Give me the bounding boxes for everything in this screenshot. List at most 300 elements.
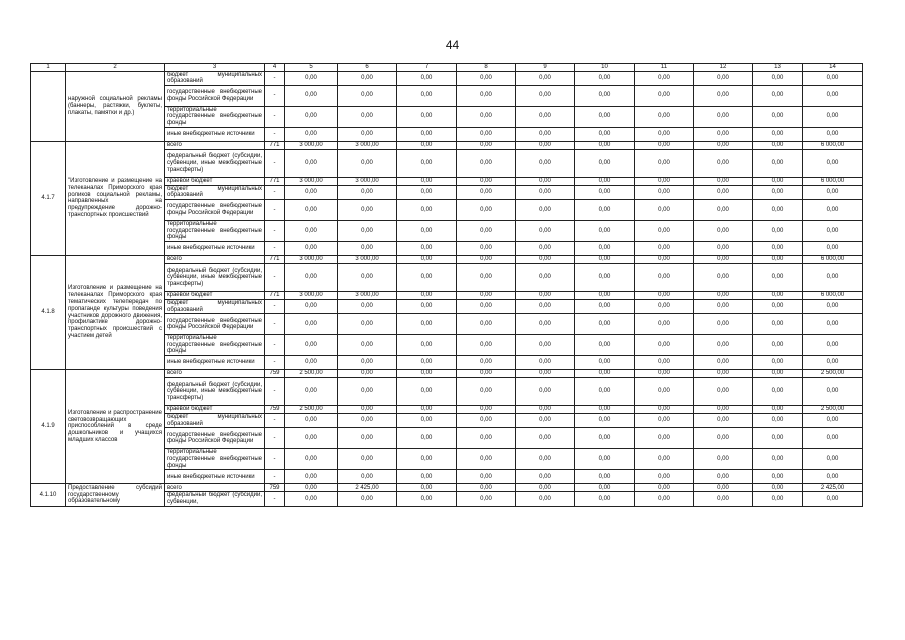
amount-cell: 2 425,00 [803,484,863,492]
amount-cell: 0,00 [457,378,516,406]
amount-cell: 0,00 [803,106,863,127]
amount-cell: 0,00 [694,263,753,291]
amount-cell: 0,00 [516,149,575,177]
amount-cell: 0,00 [694,314,753,335]
funding-source: бюджет муниципальных образований [165,71,265,85]
funding-source: краевой бюджет [165,291,265,299]
amount-cell: 0,00 [803,356,863,370]
amount-cell: 0,00 [338,149,397,177]
amount-cell: 0,00 [285,356,338,370]
amount-cell: 0,00 [753,449,803,470]
amount-cell: 0,00 [694,370,753,378]
amount-cell: 0,00 [635,492,694,506]
amount-cell: 0,00 [635,241,694,255]
amount-cell: 0,00 [575,449,635,470]
amount-cell: 0,00 [635,370,694,378]
amount-cell: 0,00 [457,492,516,506]
amount-cell: 0,00 [575,255,635,263]
amount-cell: 0,00 [575,378,635,406]
funding-source: всего [165,255,265,263]
funding-source: территориальные государственные внебюджетные фонды [165,449,265,470]
amount-cell: 0,00 [694,106,753,127]
amount-cell: 0,00 [457,414,516,428]
item-name: наружной социальной рекламы (баннеры, растяжки, буклеты, плакаты, памятки и др.) [66,71,165,141]
amount-cell: 0,00 [397,220,457,241]
amount-cell: 0,00 [803,314,863,335]
amount-cell: 0,00 [635,149,694,177]
amount-cell: 0,00 [753,141,803,149]
amount-cell: 2 425,00 [338,484,397,492]
amount-cell: 3 000,00 [338,291,397,299]
column-number-12: 12 [694,64,753,72]
amount-cell: 0,00 [803,263,863,291]
amount-cell: 0,00 [516,492,575,506]
amount-cell: 0,00 [397,177,457,185]
amount-cell: 0,00 [803,199,863,220]
amount-cell: 0,00 [575,149,635,177]
amount-cell: 0,00 [694,356,753,370]
column-number-6: 6 [338,64,397,72]
budget-code-cell: - [265,185,285,199]
amount-cell: 0,00 [338,241,397,255]
funding-source: иные внебюджетные источники [165,470,265,484]
amount-cell: 0,00 [397,378,457,406]
budget-code-cell: 771 [265,141,285,149]
amount-cell: 0,00 [457,356,516,370]
amount-cell: 0,00 [694,378,753,406]
amount-cell: 0,00 [694,85,753,106]
amount-cell: 0,00 [803,378,863,406]
amount-cell: 0,00 [753,127,803,141]
amount-cell: 0,00 [338,85,397,106]
amount-cell: 0,00 [803,127,863,141]
amount-cell: 0,00 [397,241,457,255]
amount-cell: 0,00 [457,255,516,263]
amount-cell: 0,00 [753,85,803,106]
amount-cell: 0,00 [397,185,457,199]
amount-cell: 0,00 [516,85,575,106]
amount-cell: 0,00 [753,428,803,449]
amount-cell: 0,00 [285,106,338,127]
funding-source: федеральный бюджет (субсидии, субвенции, иные межбюджетные трансферты) [165,149,265,177]
amount-cell: 0,00 [457,314,516,335]
amount-cell: 0,00 [694,71,753,85]
item-name: Изготовление и размещение на телеканалах Приморского края тематических телепередач по пропаганде культуры поведения участников дорожного движения, профилактике дорожно-транспортных происшествий с участием детей [66,255,165,369]
funding-source: территориальные государственные внебюджетные фонды [165,220,265,241]
amount-cell: 0,00 [753,220,803,241]
amount-cell: 0,00 [457,406,516,414]
budget-code-cell: 759 [265,406,285,414]
amount-cell: 0,00 [753,177,803,185]
amount-cell: 0,00 [338,414,397,428]
amount-cell: 0,00 [457,370,516,378]
amount-cell: 0,00 [516,356,575,370]
amount-cell: 3 000,00 [338,177,397,185]
amount-cell: 0,00 [516,335,575,356]
budget-code-cell: - [265,470,285,484]
amount-cell: 0,00 [803,149,863,177]
amount-cell: 0,00 [397,335,457,356]
amount-cell: 0,00 [516,71,575,85]
amount-cell: 0,00 [694,141,753,149]
budget-code-cell: - [265,356,285,370]
amount-cell: 0,00 [516,141,575,149]
funding-source: бюджет муниципальных образований [165,414,265,428]
amount-cell: 0,00 [803,220,863,241]
amount-cell: 3 000,00 [338,255,397,263]
amount-cell: 0,00 [516,314,575,335]
amount-cell: 0,00 [516,299,575,313]
amount-cell: 0,00 [397,199,457,220]
amount-cell: 0,00 [285,199,338,220]
amount-cell: 0,00 [285,241,338,255]
budget-code-cell: - [265,492,285,506]
amount-cell: 0,00 [338,71,397,85]
amount-cell: 0,00 [694,470,753,484]
amount-cell: 0,00 [635,314,694,335]
amount-cell: 0,00 [575,220,635,241]
amount-cell: 0,00 [338,370,397,378]
column-number-4: 4 [265,64,285,72]
amount-cell: 0,00 [635,106,694,127]
funding-source: иные внебюджетные источники [165,356,265,370]
column-number-8: 8 [457,64,516,72]
budget-code-cell: - [265,71,285,85]
amount-cell: 0,00 [457,428,516,449]
amount-cell: 0,00 [457,85,516,106]
amount-cell: 0,00 [635,414,694,428]
amount-cell: 0,00 [803,449,863,470]
amount-cell: 0,00 [694,220,753,241]
amount-cell: 0,00 [803,428,863,449]
amount-cell: 0,00 [694,492,753,506]
budget-code-cell: 771 [265,255,285,263]
amount-cell: 0,00 [575,428,635,449]
amount-cell: 0,00 [397,85,457,106]
amount-cell: 0,00 [753,370,803,378]
amount-cell: 0,00 [694,299,753,313]
amount-cell: 0,00 [457,177,516,185]
budget-table [30,63,863,507]
amount-cell: 0,00 [753,71,803,85]
amount-cell: 0,00 [516,406,575,414]
amount-cell: 3 000,00 [285,291,338,299]
amount-cell: 0,00 [635,378,694,406]
amount-cell: 0,00 [397,149,457,177]
funding-source: государственные внебюджетные фонды Российской Федерации [165,428,265,449]
budget-code-cell: - [265,149,285,177]
amount-cell: 0,00 [635,484,694,492]
amount-cell: 0,00 [635,406,694,414]
amount-cell: 0,00 [575,299,635,313]
amount-cell: 0,00 [575,314,635,335]
amount-cell: 0,00 [803,185,863,199]
amount-cell: 0,00 [635,141,694,149]
budget-code-cell: - [265,106,285,127]
amount-cell: 0,00 [635,299,694,313]
amount-cell: 0,00 [575,370,635,378]
amount-cell: 2 500,00 [803,370,863,378]
amount-cell: 0,00 [635,199,694,220]
amount-cell: 0,00 [397,414,457,428]
amount-cell: 0,00 [516,414,575,428]
amount-cell: 0,00 [397,141,457,149]
amount-cell: 0,00 [753,314,803,335]
budget-code-cell: - [265,241,285,255]
budget-code-cell: 771 [265,177,285,185]
amount-cell: 0,00 [635,356,694,370]
amount-cell: 0,00 [694,449,753,470]
amount-cell: 0,00 [516,428,575,449]
amount-cell: 0,00 [575,263,635,291]
amount-cell: 0,00 [338,185,397,199]
amount-cell: 0,00 [635,335,694,356]
amount-cell: 0,00 [694,177,753,185]
budget-code-cell: - [265,85,285,106]
amount-cell: 0,00 [575,470,635,484]
amount-cell: 0,00 [694,185,753,199]
funding-source: территориальные государственные внебюджетные фонды [165,106,265,127]
funding-source: краевой бюджет [165,177,265,185]
amount-cell: 0,00 [285,299,338,313]
amount-cell: 0,00 [285,85,338,106]
column-number-7: 7 [397,64,457,72]
amount-cell: 0,00 [397,370,457,378]
funding-source: всего [165,370,265,378]
amount-cell: 0,00 [285,470,338,484]
table-row [31,141,863,149]
amount-cell: 0,00 [694,241,753,255]
item-name: Предоставление субсидий государственному образовательному [66,484,165,506]
amount-cell: 0,00 [575,335,635,356]
column-number-10: 10 [575,64,635,72]
amount-cell: 0,00 [397,291,457,299]
amount-cell: 0,00 [457,484,516,492]
amount-cell: 3 000,00 [285,141,338,149]
amount-cell: 0,00 [338,106,397,127]
budget-code-cell: - [265,199,285,220]
amount-cell: 0,00 [575,356,635,370]
amount-cell: 0,00 [338,335,397,356]
funding-source: территориальные государственные внебюджетные фонды [165,335,265,356]
amount-cell: 0,00 [397,106,457,127]
item-name: "Изготовление и размещение на телеканалах Приморского края роликов социальной рекламы, направленных на предупреждение дорожно-транспортных происшествий [66,141,165,255]
amount-cell: 0,00 [575,177,635,185]
amount-cell: 0,00 [753,185,803,199]
budget-code-cell: 771 [265,291,285,299]
column-number-row [31,64,863,72]
column-number-14: 14 [803,64,863,72]
amount-cell: 2 500,00 [803,406,863,414]
amount-cell: 0,00 [694,149,753,177]
amount-cell: 0,00 [635,71,694,85]
amount-cell: 0,00 [457,141,516,149]
funding-source: бюджет муниципальных образований [165,299,265,313]
amount-cell: 0,00 [516,470,575,484]
amount-cell: 0,00 [516,449,575,470]
column-number-9: 9 [516,64,575,72]
amount-cell: 0,00 [338,492,397,506]
funding-source: иные внебюджетные источники [165,241,265,255]
amount-cell: 0,00 [338,356,397,370]
funding-source: государственные внебюджетные фонды Российской Федерации [165,199,265,220]
budget-code-cell: - [265,127,285,141]
amount-cell: 0,00 [457,291,516,299]
amount-cell: 0,00 [635,263,694,291]
funding-source: иные внебюджетные источники [165,127,265,141]
amount-cell: 0,00 [338,263,397,291]
funding-source: всего [165,141,265,149]
amount-cell: 3 000,00 [285,255,338,263]
column-number-3: 3 [165,64,265,72]
amount-cell: 0,00 [753,470,803,484]
amount-cell: 0,00 [803,299,863,313]
amount-cell: 0,00 [338,299,397,313]
amount-cell: 0,00 [753,335,803,356]
amount-cell: 0,00 [803,85,863,106]
amount-cell: 0,00 [753,199,803,220]
column-number-13: 13 [753,64,803,72]
amount-cell: 0,00 [457,449,516,470]
amount-cell: 0,00 [338,406,397,414]
amount-cell: 0,00 [516,106,575,127]
amount-cell: 0,00 [338,449,397,470]
amount-cell: 0,00 [457,185,516,199]
amount-cell: 0,00 [753,356,803,370]
amount-cell: 0,00 [803,492,863,506]
table-row [31,71,863,85]
amount-cell: 0,00 [285,449,338,470]
budget-code-cell: - [265,378,285,406]
amount-cell: 0,00 [397,71,457,85]
amount-cell: 0,00 [753,241,803,255]
budget-code-cell: - [265,449,285,470]
amount-cell: 0,00 [285,149,338,177]
amount-cell: 0,00 [457,127,516,141]
amount-cell: 0,00 [753,291,803,299]
amount-cell: 0,00 [575,85,635,106]
amount-cell: 0,00 [397,255,457,263]
amount-cell: 0,00 [285,484,338,492]
amount-cell: 0,00 [753,378,803,406]
item-code: 4.1.8 [31,255,66,369]
amount-cell: 0,00 [457,470,516,484]
funding-source: федеральный бюджет (субсидии, субвенции, иные межбюджетные трансферты) [165,263,265,291]
amount-cell: 0,00 [457,106,516,127]
funding-source: федеральный бюджет (субсидии, субвенции, [165,492,265,506]
budget-code-cell: - [265,335,285,356]
amount-cell: 3 000,00 [285,177,338,185]
column-number-11: 11 [635,64,694,72]
amount-cell: 6 000,00 [803,141,863,149]
amount-cell: 0,00 [285,414,338,428]
amount-cell: 0,00 [516,255,575,263]
amount-cell: 0,00 [635,127,694,141]
amount-cell: 0,00 [516,263,575,291]
column-number-1: 1 [31,64,66,72]
amount-cell: 0,00 [575,484,635,492]
amount-cell: 0,00 [285,220,338,241]
amount-cell: 0,00 [457,299,516,313]
page-number: 44 [445,38,460,52]
amount-cell: 0,00 [285,492,338,506]
budget-code-cell: - [265,220,285,241]
item-code: 4.1.7 [31,141,66,255]
amount-cell: 0,00 [457,149,516,177]
amount-cell: 0,00 [803,335,863,356]
table-row [31,370,863,378]
budget-code-cell: - [265,314,285,335]
amount-cell: 0,00 [457,241,516,255]
amount-cell: 0,00 [694,335,753,356]
item-code: 4.1.9 [31,370,66,484]
amount-cell: 0,00 [753,106,803,127]
amount-cell: 6 000,00 [803,291,863,299]
amount-cell: 0,00 [575,406,635,414]
amount-cell: 2 500,00 [285,370,338,378]
amount-cell: 0,00 [694,199,753,220]
amount-cell: 0,00 [285,127,338,141]
amount-cell: 0,00 [516,199,575,220]
amount-cell: 0,00 [635,449,694,470]
amount-cell: 0,00 [575,127,635,141]
budget-code-cell: 759 [265,370,285,378]
amount-cell: 6 000,00 [803,255,863,263]
budget-code-cell: - [265,414,285,428]
amount-cell: 0,00 [338,428,397,449]
amount-cell: 0,00 [285,428,338,449]
amount-cell: 0,00 [575,71,635,85]
amount-cell: 0,00 [397,406,457,414]
amount-cell: 0,00 [285,185,338,199]
amount-cell: 0,00 [516,370,575,378]
amount-cell: 0,00 [397,356,457,370]
amount-cell: 0,00 [694,291,753,299]
amount-cell: 0,00 [516,127,575,141]
amount-cell: 0,00 [753,263,803,291]
amount-cell: 0,00 [575,141,635,149]
funding-source: государственные внебюджетные фонды Российской Федерации [165,85,265,106]
table-row [31,484,863,492]
amount-cell: 0,00 [338,127,397,141]
amount-cell: 0,00 [338,378,397,406]
item-code [31,71,66,141]
amount-cell: 0,00 [338,314,397,335]
amount-cell: 0,00 [575,492,635,506]
amount-cell: 0,00 [753,149,803,177]
amount-cell: 0,00 [338,220,397,241]
amount-cell: 0,00 [338,199,397,220]
amount-cell: 0,00 [457,263,516,291]
amount-cell: 0,00 [635,428,694,449]
amount-cell: 0,00 [397,314,457,335]
amount-cell: 0,00 [285,71,338,85]
amount-cell: 0,00 [397,428,457,449]
amount-cell: 0,00 [803,241,863,255]
amount-cell: 0,00 [635,185,694,199]
amount-cell: 0,00 [397,263,457,291]
amount-cell: 0,00 [694,428,753,449]
amount-cell: 0,00 [397,299,457,313]
amount-cell: 0,00 [397,484,457,492]
amount-cell: 0,00 [397,470,457,484]
amount-cell: 0,00 [694,406,753,414]
amount-cell: 0,00 [516,177,575,185]
amount-cell: 0,00 [516,185,575,199]
amount-cell: 0,00 [457,71,516,85]
amount-cell: 0,00 [753,406,803,414]
amount-cell: 0,00 [516,241,575,255]
